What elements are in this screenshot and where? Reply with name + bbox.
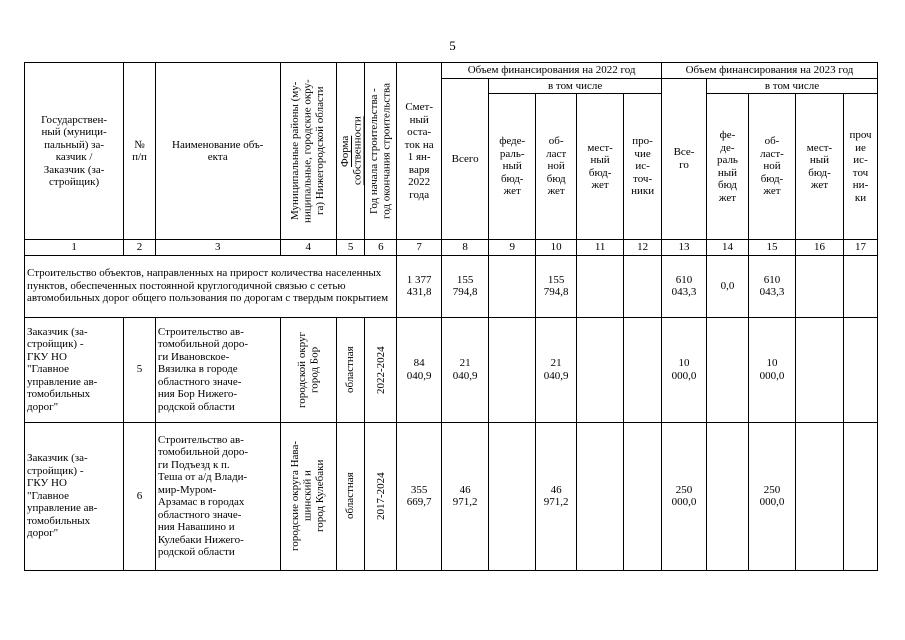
row-estimated-balance: 84 040,9 (397, 317, 442, 422)
row-district: городской округ город Бор (280, 317, 336, 422)
table-row (25, 422, 878, 570)
row-number: 5 (124, 317, 156, 422)
header-number: № п/п (124, 63, 156, 240)
row-regional-2022: 21 040,9 (536, 317, 577, 422)
header-districts: Муниципальные районы (му- ниципальные, городские окру- га) Нижегородской области (280, 63, 336, 240)
header-ownership: Форма собственности (336, 63, 365, 240)
row-number: 6 (124, 422, 156, 570)
header-regional-2023: об- ласт- ной бюд- жет (748, 94, 795, 240)
header-local-2022: мест- ный бюд- жет (577, 94, 624, 240)
row-local-2022 (577, 422, 624, 570)
header-including-2022: в том числе (489, 78, 662, 94)
row-ownership: областная (336, 317, 365, 422)
column-number: 5 (336, 240, 365, 256)
header-years: Год начала строительства - год окончания строительства (365, 63, 397, 240)
column-number: 2 (124, 240, 156, 256)
summary-other-2023 (844, 255, 878, 317)
column-number: 17 (844, 240, 878, 256)
row-object-name: Строительство ав- томобильной доро- ги Ивановское- Вязилка в городе областного значе- ния Бор Нижего- родской области (155, 317, 280, 422)
column-number: 16 (795, 240, 843, 256)
row-estimated-balance: 355 669,7 (397, 422, 442, 570)
row-federal-2022 (489, 317, 536, 422)
summary-estimated-balance: 1 377 431,8 (397, 255, 442, 317)
column-number: 10 (536, 240, 577, 256)
summary-total-2023: 610 043,3 (662, 255, 707, 317)
column-number: 3 (155, 240, 280, 256)
row-customer: Заказчик (за- стройщик) - ГКУ НО "Главное управление ав- томобильных дорог" (25, 422, 124, 570)
column-number: 13 (662, 240, 707, 256)
page-number: 5 (449, 38, 456, 53)
row-regional-2023: 10 000,0 (748, 317, 795, 422)
row-other-2023 (844, 422, 878, 570)
summary-row (25, 255, 878, 317)
column-number: 8 (442, 240, 489, 256)
column-number: 4 (280, 240, 336, 256)
row-customer: Заказчик (за- стройщик) - ГКУ НО "Главное управление ав- томобильных дорог" (25, 317, 124, 422)
row-regional-2023: 250 000,0 (748, 422, 795, 570)
summary-regional-2022: 155 794,8 (536, 255, 577, 317)
row-federal-2023 (707, 422, 749, 570)
summary-total-2022: 155 794,8 (442, 255, 489, 317)
row-other-2022 (624, 422, 662, 570)
summary-federal-2022 (489, 255, 536, 317)
column-number: 9 (489, 240, 536, 256)
header-regional-2022: об- ласт ной бюд жет (536, 94, 577, 240)
summary-local-2022 (577, 255, 624, 317)
header-including-2023: в том числе (707, 78, 878, 94)
header-total-2022: Всего (442, 78, 489, 240)
header-other-2022: про- чие ис- точ- ники (624, 94, 662, 240)
column-number: 15 (748, 240, 795, 256)
row-local-2023 (795, 422, 843, 570)
row-other-2022 (624, 317, 662, 422)
row-other-2023 (844, 317, 878, 422)
row-federal-2023 (707, 317, 749, 422)
row-federal-2022 (489, 422, 536, 570)
header-federal-2023: фе- де- раль ный бюд жет (707, 94, 749, 240)
financing-table (24, 62, 878, 571)
row-ownership: областная (336, 422, 365, 570)
header-total-2023: Все- го (662, 78, 707, 240)
row-years: 2022-2024 (365, 317, 397, 422)
header-financing-2023: Объем финансирования на 2023 год (662, 63, 878, 79)
header-federal-2022: феде- раль- ный бюд- жет (489, 94, 536, 240)
row-total-2022: 46 971,2 (442, 422, 489, 570)
row-total-2023: 250 000,0 (662, 422, 707, 570)
table-row (25, 317, 878, 422)
column-number: 7 (397, 240, 442, 256)
column-number: 14 (707, 240, 749, 256)
row-local-2022 (577, 317, 624, 422)
summary-federal-2023: 0,0 (707, 255, 749, 317)
header-object-name: Наименование объ- екта (155, 63, 280, 240)
summary-regional-2023: 610 043,3 (748, 255, 795, 317)
column-number: 11 (577, 240, 624, 256)
row-district: городские округа Нава- шинский и город Кулебаки (280, 422, 336, 570)
summary-other-2022 (624, 255, 662, 317)
header-local-2023: мест- ный бюд- жет (795, 94, 843, 240)
header-other-2023: проч ие ис- точ ни- ки (844, 94, 878, 240)
summary-description: Строительство объектов, направленных на прирост количества населенных пунктов, обеспеченных постоянной круглогодичной связью с сетью автомобильных дорог общего пользования по дорогам с твердым покрытием (25, 255, 397, 317)
row-years: 2017-2024 (365, 422, 397, 570)
row-total-2022: 21 040,9 (442, 317, 489, 422)
header-estimated-balance: Смет- ный оста- ток на 1 ян- варя 2022 года (397, 63, 442, 240)
header-customer: Государствен- ный (муници- пальный) за- казчик / Заказчик (за- стройщик) (25, 63, 124, 240)
column-number: 12 (624, 240, 662, 256)
row-regional-2022: 46 971,2 (536, 422, 577, 570)
row-local-2023 (795, 317, 843, 422)
header-financing-2022: Объем финансирования на 2022 год (442, 63, 662, 79)
column-number: 1 (25, 240, 124, 256)
row-total-2023: 10 000,0 (662, 317, 707, 422)
column-number: 6 (365, 240, 397, 256)
row-object-name: Строительство ав- томобильной доро- ги Подъезд к п. Теша от а/д Влади- мир-Муром- Арзамас в городах областного значе- ния Навашино и Кулебаки Нижего- родской области (155, 422, 280, 570)
summary-local-2023 (795, 255, 843, 317)
